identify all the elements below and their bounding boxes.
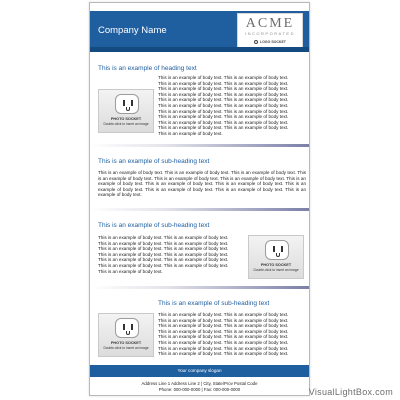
body-line: This is an example of body text. This is an example of body text. [98,246,229,252]
logo[interactable] [237,13,303,49]
outlet-icon [265,240,289,260]
company-name: Company Name [98,25,167,36]
body-line: This is an example of body text. This is an example of body text. [158,312,289,317]
body-line: This is an example of body text. This is an example of body text. [158,317,289,323]
outlet-slot-right [131,324,133,330]
outlet-ground [276,253,280,257]
body-line: This is an example of body text. This is an example of body text. [98,257,229,263]
photo-socket-title: PHOTO SOCKET [110,117,142,121]
body-line: This is an example of body text. This is an example of body text. [98,240,229,246]
body-line: This is an example of body text. This is an example of body text. [158,351,289,357]
outlet-icon [115,94,139,114]
body-line: This is an example of body text. This is an example of body text. [158,119,289,125]
body-text-2: This is an example of body text. This is an example of body text. This is an example of body text. This is an example of body text. This is an example of body text. This is an example of body text. This is an example of body text. This is an example of body text. This is an example of body text. This is an example of body text. This is an example of body text. This is an example of body text. This is an example of body text. [98,170,306,198]
phone-line: Phone: 000-000-0000 | Fax: 000-000-0000 [158,387,241,392]
subheading-2: This is an example of sub-heading text [98,158,210,165]
logo-circle-icon [254,40,258,44]
outlet-slot-left [123,100,125,106]
footer-address [90,381,309,393]
outlet-slot-right [131,100,133,106]
body-line: This is an example of body text. This is an example of body text. [158,323,289,329]
body-line: This is an example of body text. This is an example of body text. [158,97,289,103]
photo-socket-2[interactable] [248,235,304,279]
outlet-slot-right [281,246,283,252]
body-line: This is an example of body text. This is an example of body text. [158,75,289,80]
footer-bar [90,365,309,377]
photo-socket-subtitle: Double-click to insert an image [103,346,149,350]
body-line: This is an example of body text. This is an example of body text. [158,125,289,131]
logo-socket-label [238,40,302,44]
newsletter-sheet [89,2,310,396]
body-line: This is an example of body text. This is an example of body text. [158,102,289,108]
body-line: This is an example of body text. This is an example of body text. [158,91,289,97]
logo-socket-text: LOGO SOCKET [260,40,286,44]
outlet-icon [115,318,139,338]
photo-socket-title: PHOTO SOCKET [110,341,142,345]
subheading-3: This is an example of sub-heading text [98,222,210,229]
body-text-4 [158,312,306,357]
photo-socket-3[interactable] [98,313,154,357]
outlet-ground [126,107,130,111]
section-divider [90,286,309,289]
body-line: This is an example of body text. This is an example of body text. [158,339,289,345]
body-text-3 [98,235,248,274]
body-line: This is an example of body text. [158,130,223,136]
subheading-4: This is an example of sub-heading text [158,300,270,307]
photo-socket-subtitle: Double-click to insert an image [103,122,149,126]
watermark-text: VisualLightBox.com [308,387,393,397]
body-line: This is an example of body text. This is an example of body text. [98,235,229,240]
header-banner [90,11,309,52]
body-line: This is an example of body text. This is an example of body text. [158,114,289,120]
body-line: This is an example of body text. This is an example of body text. [158,328,289,334]
logo-name: ACME [245,16,295,31]
header-accent-bar [90,47,309,52]
outlet-ground [126,331,130,335]
photo-socket-title: PHOTO SOCKET [260,263,292,267]
body-line: This is an example of body text. This is an example of body text. [98,262,229,268]
company-slogan: Your company slogan [177,368,222,373]
logo-subtitle: INCORPORATED [245,31,295,36]
address-line: Address Line 1 Address Line 2 | City, State/Prov Postal Code [141,381,258,386]
body-line: This is an example of body text. This is an example of body text. [158,345,289,351]
body-line: This is an example of body text. This is an example of body text. [158,86,289,92]
outlet-slot-left [273,246,275,252]
section-divider [90,144,309,147]
body-line: This is an example of body text. This is an example of body text. [158,108,289,114]
photo-socket-1[interactable] [98,89,154,133]
section-divider [90,208,309,211]
body-line: This is an example of body text. This is an example of body text. [158,80,289,86]
heading-1: This is an example of heading text [98,65,197,72]
photo-socket-subtitle: Double-click to insert an image [253,268,299,272]
body-text-1 [158,75,306,137]
body-line: This is an example of body text. This is an example of body text. [158,334,289,340]
body-line: This is an example of body text. This is an example of body text. [98,251,229,257]
outlet-slot-left [123,324,125,330]
body-line: This is an example of body text. [98,268,163,274]
